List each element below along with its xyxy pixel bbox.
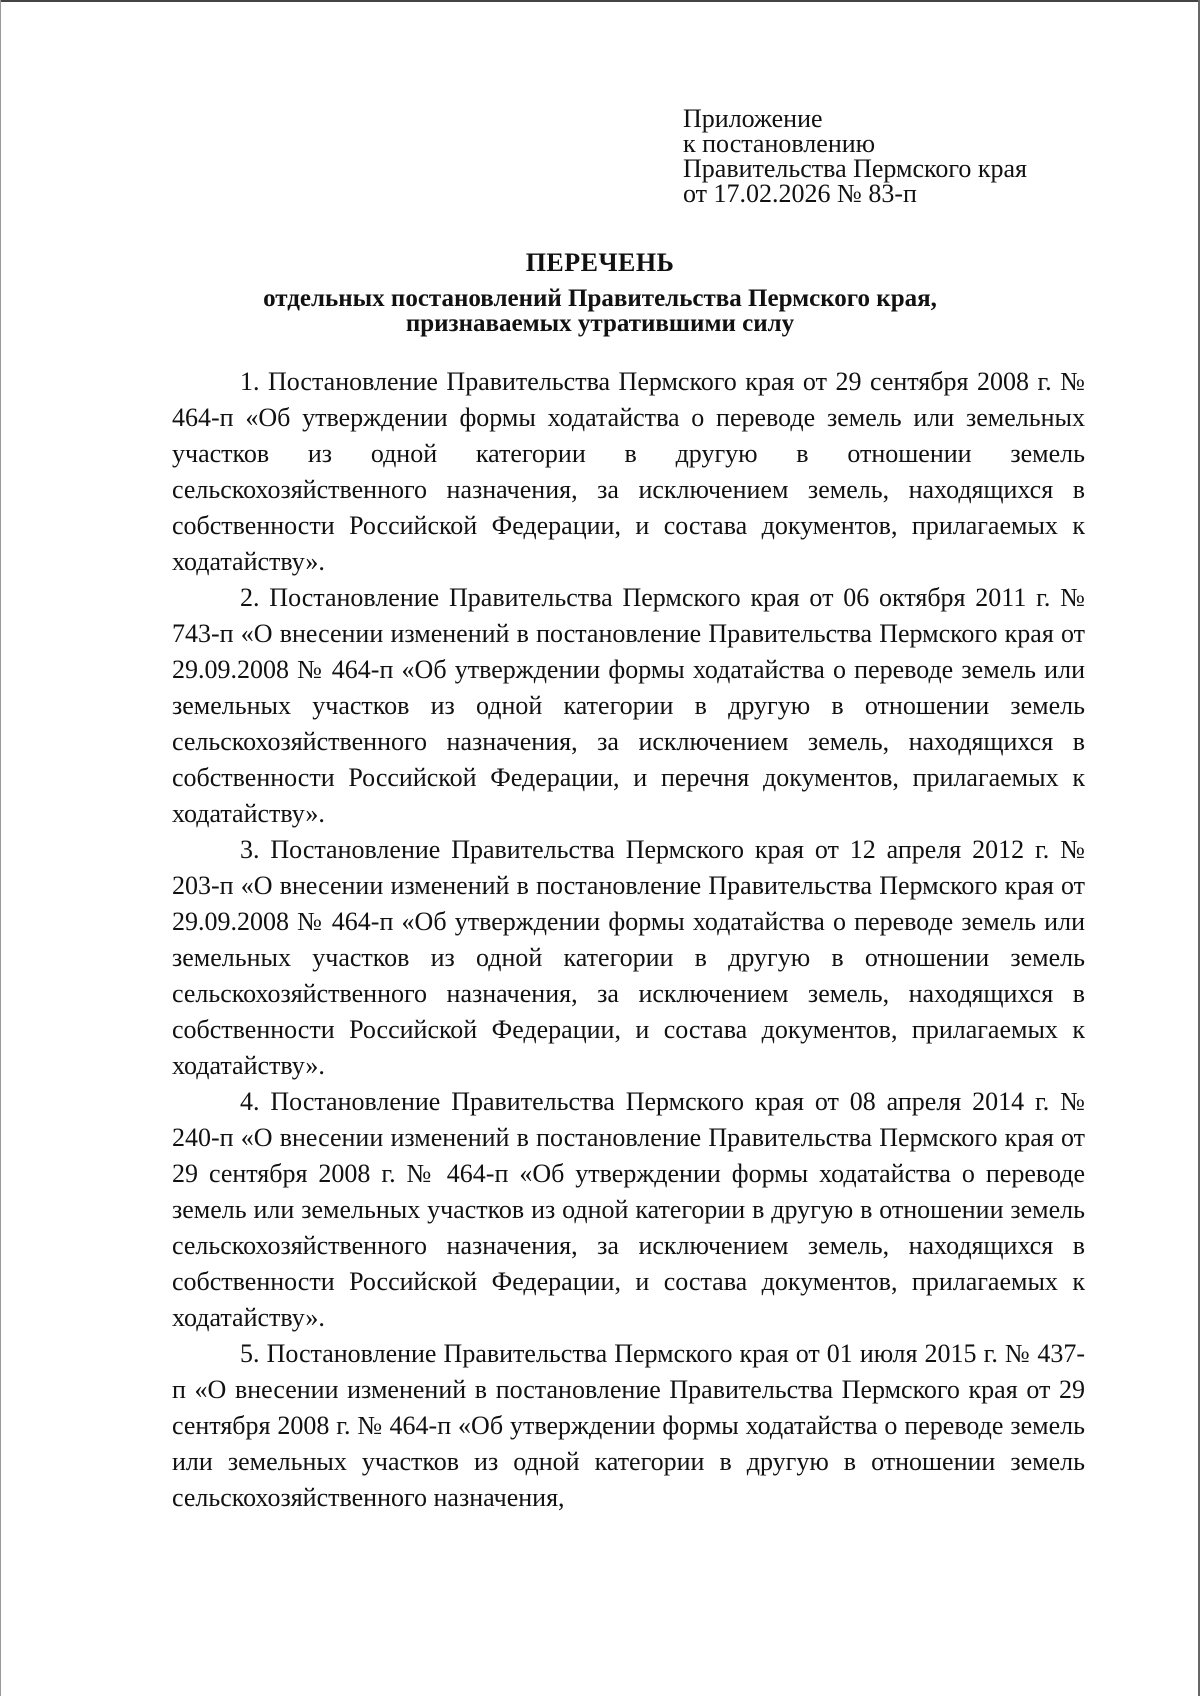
appendix-block xyxy=(683,106,1103,206)
document-title: ПЕРЕЧЕНЬ xyxy=(525,248,675,277)
appendix-line-3: Правительства Пермского края xyxy=(683,154,1027,183)
list-item-4: 4. Постановление Правительства Пермского края от 08 апреля 2014 г. № 240-п «О внесении изменений в постановление Правительства Пермского края от 29 сентября 2008 г. № 464-п «Об утверждении формы ходатайства о переводе земель или земельных участков из одной категории в другую в отношении земель сельскохозяйственного назначения, за исключением земель, находящихся в собственности Российской Федерации, и состава документов, прилагаемых к ходатайству». xyxy=(172,1087,1085,1332)
scan-edge-top xyxy=(0,0,1200,2)
appendix-line-4: от 17.02.2026 № 83-п xyxy=(683,179,917,208)
appendix-line-1: Приложение xyxy=(683,104,823,133)
list-item-5: 5. Постановление Правительства Пермского края от 01 июля 2015 г. № 437-п «О внесении изменений в постановление Правительства Пермского края от 29 сентября 2008 г. № 464-п «Об утверждении формы ходатайства о переводе земель или земельных участков из одной категории в другую в отношении земель сельскохозяйственного назначения, xyxy=(172,1339,1085,1512)
list-item-2: 2. Постановление Правительства Пермского края от 06 октября 2011 г. № 743-п «О внесении изменений в постановление Правительства Пермского края от 29.09.2008 № 464-п «Об утверждении формы ходатайства о переводе земель или земельных участков из одной категории в другую в отношении земель сельскохозяйственного назначения, за исключением земель, находящихся в собственности Российской Федерации, и перечня документов, прилагаемых к ходатайству». xyxy=(172,583,1085,828)
document-subtitle xyxy=(0,286,1200,336)
subtitle-line-1: отдельных постановлений Правительства Пермского края, xyxy=(263,285,937,312)
document-body xyxy=(172,364,1085,1516)
subtitle-line-2: признаваемых утратившими силу xyxy=(405,310,795,337)
appendix-line-2: к постановлению xyxy=(683,129,876,158)
list-item-3: 3. Постановление Правительства Пермского края от 12 апреля 2012 г. № 203-п «О внесении изменений в постановление Правительства Пермского края от 29.09.2008 № 464-п «Об утверждении формы ходатайства о переводе земель или земельных участков из одной категории в другую в отношении земель сельскохозяйственного назначения, за исключением земель, находящихся в собственности Российской Федерации, и состава документов, прилагаемых к ходатайству». xyxy=(172,835,1085,1080)
list-item-1: 1. Постановление Правительства Пермского края от 29 сентября 2008 г. № 464-п «Об утверждении формы ходатайства о переводе земель или земельных участков из одной категории в другую в отношении земель сельскохозяйственного назначения, за исключением земель, находящихся в собственности Российской Федерации, и состава документов, прилагаемых к ходатайству». xyxy=(172,367,1085,576)
